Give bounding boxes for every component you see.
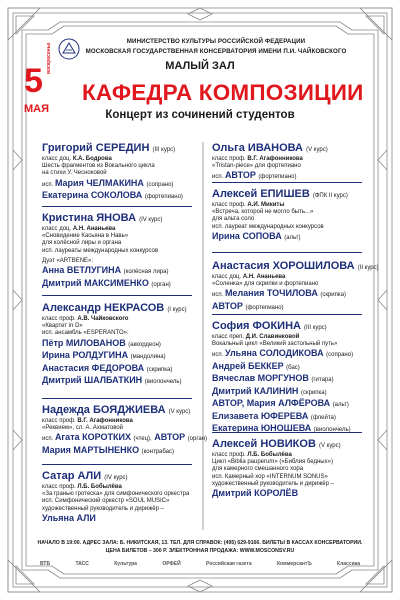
performer: Ирина РОЛДУГИНА (мандолина) (42, 350, 166, 361)
composer-class: класс проф. А.И. Микиты (212, 202, 285, 208)
ministry-line: МИНИСТЕРСТВО КУЛЬТУРЫ РОССИЙСКОЙ ФЕДЕРАЦИИ (126, 38, 306, 45)
performer: Екатерина СОКОЛОВА (фортепиано) (42, 190, 183, 201)
performer: Дмитрий ШАЛБАТКИН (виолончель) (42, 375, 182, 386)
work-title: для колёсной лиры и органа (42, 240, 122, 247)
composer-class: класс преп. Д.И. Славинковой (212, 334, 300, 340)
sponsor-logo: КоммерсантЪ (276, 561, 312, 567)
performer: Дмитрий КАЛИНИН (скрипка) (212, 385, 327, 396)
composer-name: Григорий СЕРЕДИН (III курс) (42, 142, 176, 154)
performer: Вячеслав МОРГУНОВ (гитара) (212, 373, 334, 384)
sponsor-logo: ТАСС (75, 561, 89, 567)
conductor: Дмитрий КОРОЛЁВ (212, 488, 299, 499)
sponsor-logo: Классика (337, 561, 360, 567)
composer-name: София ФОКИНА (III курс) (212, 320, 327, 332)
composer-name: Анастасия ХОРОШИЛОВА (II курс) (212, 260, 379, 272)
program-item (42, 142, 183, 203)
performer: Ирина СОПОВА (альт) (212, 230, 301, 241)
program-item (212, 320, 353, 436)
performer: исп. Мелания ТОЧИЛОВА (скрипка) (212, 288, 346, 299)
work-title: «За гранью гротеска» для симфонического оркестра (42, 491, 190, 498)
work-title: для камерного смешанного хора (212, 466, 304, 473)
divider (212, 182, 362, 183)
concert-title: КАФЕДРА КОМПОЗИЦИИ (82, 80, 364, 105)
performer: Андрей БЕККЕР (бас) (212, 360, 300, 371)
composer-name: Кристина ЯНОВА (IV курс) (42, 212, 163, 224)
date-day: 5 (24, 62, 43, 100)
performer: Анастасия ФЕДОРОВА (скрипка) (42, 362, 173, 373)
work-title: «Сновидение Касьяна в Навь» (42, 233, 129, 240)
sponsor-logo: Российская газета (206, 561, 252, 567)
divider (42, 295, 192, 296)
program-item (212, 142, 328, 183)
program-item (212, 438, 341, 499)
hall-name: МАЛЫЙ ЗАЛ (165, 60, 235, 72)
work-title: «Встреча, которой не могло быть...» (212, 209, 314, 216)
divider (42, 464, 192, 465)
divider (212, 252, 362, 253)
composer-class: класс доц. А.Н. Ананьева (212, 274, 286, 280)
work-title: «Реквием», сл. А. Ахматовой (42, 425, 124, 432)
composer-class: класс проф. В.Г. Агафонникова (212, 156, 303, 162)
composer-class: класс проф. В.Г. Агафонникова (42, 418, 133, 424)
sponsor-logos (40, 560, 360, 568)
performer: исп. Ульяна СОЛОДИКОВА (сопрано) (212, 348, 354, 359)
program-item (212, 188, 348, 243)
performer: Пётр МИЛОВАНОВ (аккордеон) (42, 337, 161, 348)
composer-class: класс проф. Л.Б. Бобылёва (212, 452, 292, 458)
performer: Екатерина ЮНОШЕВА (виолончель) (212, 423, 351, 434)
work-note: художественный руководитель и дирижёр – (212, 480, 334, 487)
composer-name: Александр НЕКРАСОВ (I курс) (42, 302, 187, 314)
ensemble-name: Дуэт «ARTBENE»: (42, 257, 94, 264)
conductor: Ульяна АЛИ (42, 512, 96, 523)
work-note: исп. лауреат международных конкурсов (212, 223, 324, 230)
composer-name: Надежда БОЯДЖИЕВА (V курс) (42, 404, 191, 416)
program-item (42, 404, 207, 457)
program-item (42, 302, 187, 388)
divider (42, 398, 192, 399)
concert-subtitle: Концерт из сочинений студентов (105, 109, 295, 121)
work-title: «Соленка» для скрипки и фортепиано (212, 281, 319, 288)
conservatory-line: МОСКОВСКАЯ ГОСУДАРСТВЕННАЯ КОНСЕРВАТОРИЯ ИМЕНИ П.И. ЧАЙКОВСКОГО (85, 48, 347, 55)
work-title: «Квартет in D» (42, 323, 83, 330)
work-title: «Tristan-piece» для фортепиано (212, 163, 301, 170)
ensemble-name: исп. Камерный хор «INTERNUM SONUS» (212, 473, 328, 480)
divider (212, 432, 362, 433)
composer-name: Ольга ИВАНОВА (V курс) (212, 142, 328, 154)
sponsor-logo: ВТБ (40, 561, 51, 567)
performer: Мария МАРТЫНЕНКО (контрабас) (42, 444, 175, 455)
composer-name: Алексей НОВИКОВ (V курс) (212, 438, 341, 450)
program-item (42, 470, 189, 523)
footer-tickets: ЦЕНА БИЛЕТОВ – 300 Р. ЭЛЕКТРОННАЯ ПРОДАЖА: WWW.MOSCONSV.RU (105, 548, 295, 554)
composer-name: Алексей ЕПИШЕВ (ФПК II курс) (212, 188, 348, 200)
composer-class: класс доц. А.Н. Ананьева (42, 226, 116, 232)
divider (42, 206, 192, 207)
work-title: Шесть фрагментов из Вокального цикла (42, 163, 155, 170)
footer-info: НАЧАЛО В 19:00. АДРЕС ЗАЛА: Б. НИКИТСКАЯ, 13. ТЕЛ. ДЛЯ СПРАВОК: (495) 629-9166. БИЛЕТЫ В КАССАХ КОНСЕРВАТОРИИ. (37, 540, 363, 546)
work-title: Цикл «Biblia pauperum» («Библия бедных») (212, 459, 333, 466)
work-title: на стихи У. Чесноковой (42, 170, 107, 177)
performer: исп. АВТОР (фортепиано) (212, 170, 297, 181)
composer-name: Сатар АЛИ (IV курс) (42, 470, 128, 482)
work-title: Вокальный цикл «Великий застольный путь» (212, 341, 338, 348)
sponsor-logo: ОРФЕЙ (162, 561, 181, 567)
composer-class: класс проф. А.В. Чайковского (42, 316, 129, 322)
performer: исп. Мария ЧЕЛМАКИНА (сопрано) (42, 177, 174, 188)
performer: АВТОР, Мария АЛФЁРОВА (альт) (212, 398, 349, 409)
sponsor-logo: Культура (114, 561, 137, 567)
work-note: исп. лауреаты международных конкурсов (42, 247, 159, 254)
date-weekday: воскресенье (46, 42, 52, 74)
ensemble-name: исп. ансамбль «ESPERANTO»: (42, 330, 129, 337)
composer-class: класс доц. К.А. Бодрова (42, 156, 112, 162)
divider (212, 314, 362, 315)
work-note: художественный руководитель и дирижёр – (42, 505, 164, 512)
performer: Дмитрий МАКСИМЕНКО (орган) (42, 277, 171, 288)
ensemble-name: исп. Симфонический оркестр «SOUL MUSIC» (42, 498, 170, 505)
program-item (212, 260, 379, 313)
work-title: для альта соло (212, 216, 255, 223)
program-item (42, 212, 171, 290)
performer: исп. Агата КОРОТКИХ (чтец), АВТОР (орган) (42, 432, 208, 443)
performer: Елизавета ЮФЕРЕВА (флейта) (212, 410, 336, 421)
performer: АВТОР (фортепиано) (212, 300, 284, 311)
composer-class: класс проф. Л.Б. Бобылёва (42, 484, 122, 490)
date-month: МАЯ (24, 103, 50, 115)
performer: Анна ВЕТЛУГИНА (колёсная лира) (42, 265, 169, 276)
